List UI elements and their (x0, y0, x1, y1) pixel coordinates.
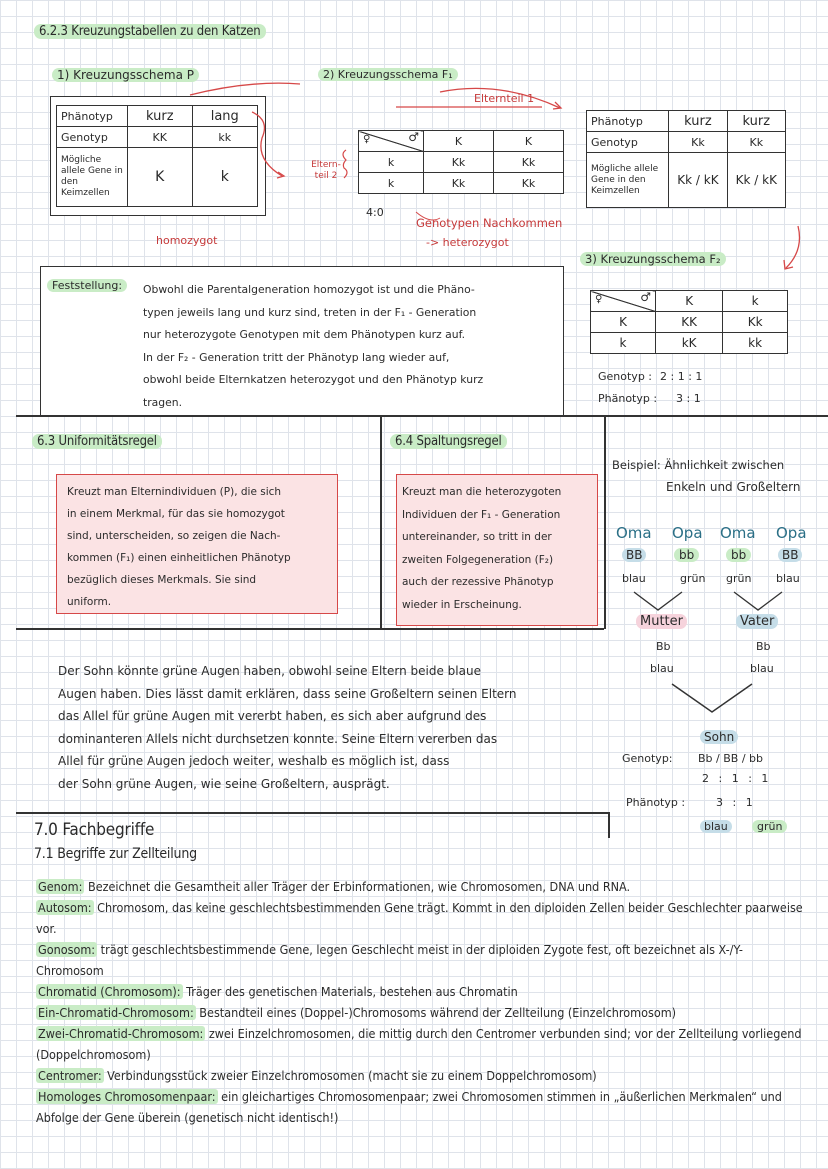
section-title-623: 6.2.3 Kreuzungstabellen zu den Katzen (34, 24, 266, 39)
divider-left-bottom (16, 628, 382, 630)
line-parents-sohn (672, 684, 752, 712)
opa-2-color: blau (776, 572, 800, 585)
schema-right-g1: Kk (669, 132, 727, 153)
feststellung-text (143, 279, 561, 414)
sohn-phaenotyp-label: Phänotyp : (626, 796, 686, 809)
mutter-color: blau (650, 662, 674, 675)
oma-2-gene: bb (726, 548, 751, 562)
schema-f2-genotyp-ratio: 2 : 1 : 1 (660, 370, 703, 383)
feststellung-line: typen jeweils lang und kurz sind, treten in der F₁ - Generation (143, 305, 477, 319)
schema-p-g1: KK (128, 127, 193, 148)
uniformitaet-line: kommen (F₁) einen einheitlichen Phänotyp (67, 552, 291, 564)
schema-f1-ratio: 4:0 (366, 206, 384, 219)
schema-f1-note1: Genotypen Nachkommen (416, 216, 563, 230)
schema-f1-r1c1: Kk (424, 152, 494, 173)
female-icon: ♀ (363, 134, 371, 145)
schema-f2-r1: K (591, 312, 656, 333)
schema-p-g2: kk (192, 127, 257, 148)
uniformitaet-line: uniform. (67, 596, 112, 608)
schema-p-h0: Phänotyp (57, 106, 128, 127)
term-def: Träger des genetischen Materials, bestehen aus Chromatin (182, 984, 518, 999)
feststellung-line: nur heterozygote Genotypen mit dem Phänotypen kurz auf. (143, 328, 466, 341)
term-def: Verbindungsstück zweier Einzelchromosomen (macht sie zu einem Doppelchromosom) (103, 1068, 597, 1083)
mutter-gene: Bb (656, 640, 671, 653)
beispiel-title1: Beispiel: Ähnlichkeit zwischen (612, 458, 785, 472)
sohn-line: das Allel für grüne Augen mit vererbt haben, es sich aber aufgrund des (58, 709, 487, 723)
term-name: Homologes Chromosomenpaar: (38, 1089, 216, 1104)
sohn-line: der Sohn grüne Augen, wie seine Großeltern, ausprägt. (58, 776, 390, 791)
schema-right-a0: Mögliche allele Gene in den Keimzellen (587, 153, 669, 208)
schema-f2-r1c1: KK (656, 312, 723, 333)
uniformitaet-line: Kreuzt man Elternindividuen (P), die sich (67, 486, 282, 498)
divider-section7 (16, 812, 610, 814)
term-item (36, 981, 806, 1002)
opa-1-gene: bb (674, 548, 699, 562)
schema-right-h1: kurz (669, 111, 727, 132)
sohn-line: dominanteren Allels nicht durchsetzen konnte. Seine Eltern vererben das (58, 731, 498, 746)
section-title-70: 7.0 Fachbegriffe (34, 820, 155, 840)
terms-list (36, 876, 806, 1128)
term-def: Bestandteil eines (Doppel-)Chromosoms während der Zellteilung (Einzelchromosom) (195, 1005, 677, 1020)
pedigree-lines-svg (600, 580, 828, 720)
term-def: Bezeichnet die Gesamtheit aller Träger der Erbinformationen, wie Chromosomen, DNA und RNA. (84, 879, 631, 894)
uniformitaet-box (56, 474, 338, 614)
term-item (36, 939, 806, 981)
schema-f1-r1c2: Kk (494, 152, 564, 173)
line-parents-vater (734, 592, 782, 610)
schema-f1-r2c1: Kk (424, 173, 494, 194)
schema-p-note: homozygot (156, 234, 218, 247)
sohn-gruen: grün (752, 820, 787, 833)
mutter-name: Mutter (636, 614, 687, 629)
section-subtitle-71: 7.1 Begriffe zur Zellteilung (34, 846, 197, 862)
divider-section7-tick (608, 812, 610, 838)
oma-1-gene: BB (622, 548, 646, 562)
uniformitaet-line: sind, unterscheiden, so zeigen die Nach- (67, 530, 281, 542)
vater-color: blau (750, 662, 774, 675)
feststellung-box (40, 266, 564, 416)
schema-right-g2: Kk (727, 132, 785, 153)
term-item (36, 1023, 806, 1065)
spaltung-line: wieder in Erscheinung. (402, 598, 522, 611)
schema-f2-r1c2: Kk (723, 312, 788, 333)
feststellung-line: tragen. (143, 395, 183, 409)
term-def: zwei Einzelchromosomen, die mittig durch den Centromer verbunden sind; vor der Zellteilung vorliegend (Doppelchromosom) (36, 1026, 802, 1062)
opa-1-name: Opa (672, 524, 703, 542)
opa-2-name: Opa (776, 524, 807, 542)
divider-top (16, 415, 828, 417)
schema-f2-r2: k (591, 333, 656, 354)
sohn-line: Der Sohn könnte grüne Augen haben, obwohl seine Eltern beide blaue (58, 664, 481, 678)
schema-f2-table (590, 290, 788, 354)
arrow-right-to-f2 (786, 226, 800, 268)
term-name: Centromer: (38, 1068, 102, 1083)
schema-p-a1: K (128, 148, 193, 207)
schema-p-a0: Mögliche allele Gene in den Keimzellen (57, 148, 128, 207)
schema-right-table (586, 110, 786, 208)
schema-f1-table (358, 130, 564, 194)
spaltung-box (396, 474, 598, 626)
schema-f1-note2: -> heterozygot (426, 236, 509, 249)
sohn-genotyp-label: Genotyp: (622, 752, 673, 765)
elternteil1-label: Elternteil 1 (474, 92, 535, 105)
male-icon: ♂ (408, 130, 419, 144)
term-name: Autosom: (38, 900, 92, 915)
spaltung-line: Individuen der F₁ - Generation (402, 508, 561, 521)
beispiel-title2: Enkeln und Großeltern (666, 480, 801, 494)
term-item (36, 897, 806, 939)
schema-f2-phaenotyp-ratio: 3 : 1 (676, 392, 701, 405)
schema-p-h2: lang (192, 106, 257, 127)
term-item (36, 1086, 806, 1128)
schema-f2-r2c1: kK (656, 333, 723, 354)
schema-f1-r2c2: Kk (494, 173, 564, 194)
uniformitaet-line: in einem Merkmal, für das sie homozygot (67, 508, 285, 520)
term-name: Genom: (38, 879, 83, 894)
schema-f2-phaenotyp-label: Phänotyp : (598, 392, 658, 405)
term-name: Gonosom: (38, 942, 96, 957)
feststellung-label: Feststellung: (47, 279, 127, 292)
term-name: Chromatid (Chromosom): (38, 984, 181, 999)
feststellung-line: obwohl beide Elternkatzen heterozygot und den Phänotyp kurz (143, 373, 484, 386)
vater-gene: Bb (756, 640, 771, 653)
schema-f2-genotyp-label: Genotyp : (598, 370, 653, 383)
oma-1-color: blau (622, 572, 646, 585)
schema-f1-title: 2) Kreuzungsschema F₁ (318, 68, 458, 81)
term-def: trägt geschlechtsbestimmende Gene, legen Geschlecht meist in der diploiden Zygote fest, oft bezeichnet als X-/Y-Chromosom (36, 942, 743, 978)
term-name: Ein-Chromatid-Chromosom: (38, 1005, 194, 1020)
schema-f2-corner (591, 291, 656, 312)
sohn-blau: blau (700, 820, 732, 833)
schema-right-h0: Phänotyp (587, 111, 669, 132)
feststellung-line: Obwohl die Parentalgeneration homozygot ist und die Phäno- (143, 283, 475, 296)
schema-f1-r2: k (359, 173, 424, 194)
schema-p-a2: k (192, 148, 257, 207)
sohn-line: Augen haben. Dies lässt damit erklären, dass seine Großeltern seinen Eltern (58, 686, 517, 701)
section-title-63: 6.3 Uniformitätsregel (32, 434, 162, 449)
vater-name: Vater (736, 614, 778, 629)
spaltung-line: untereinander, so tritt in der (402, 531, 552, 543)
section-title-64: 6.4 Spaltungsregel (390, 434, 507, 449)
sohn-genotyp-values: Bb / BB / bb (698, 752, 763, 765)
schema-right-a2: Kk / kK (727, 153, 785, 208)
arrow-p-to-eltern2 (252, 112, 282, 176)
oma-1-name: Oma (616, 524, 652, 542)
arrow-p-to-f1 (190, 83, 300, 95)
schema-f1-top2: K (494, 131, 564, 152)
term-name: Zwei-Chromatid-Chromosom: (38, 1026, 204, 1041)
divider-vertical-mid (380, 415, 382, 629)
schema-p-h1: kurz (128, 106, 193, 127)
schema-f2-top2: k (723, 291, 788, 312)
schema-f1-r1: k (359, 152, 424, 173)
elternteil2-label: Eltern-teil 2 (311, 160, 341, 181)
schema-f2-top1: K (656, 291, 723, 312)
divider-mid-bottom (380, 628, 604, 630)
oma-2-name: Oma (720, 524, 756, 542)
term-item (36, 876, 806, 897)
sohn-paragraph (58, 660, 608, 795)
schema-f1-top1: K (424, 131, 494, 152)
schema-p-title: 1) Kreuzungsschema P (52, 68, 199, 82)
term-def: ein gleichartiges Chromosomenpaar; zwei Chromosomen stimmen in „äußerlichen Merkmalen“ und Abfolge der Gene überein (genetisch nicht identisch!) (36, 1089, 782, 1125)
schema-f1-corner (359, 131, 424, 152)
sohn-line: Allel für grüne Augen jedoch weiter, weshalb es möglich ist, dass (58, 754, 450, 768)
schema-right-g0: Genotyp (587, 132, 669, 153)
sohn-phaenotyp-ratio: 3 : 1 (716, 796, 756, 809)
term-item (36, 1065, 806, 1086)
schema-right-h2: kurz (727, 111, 785, 132)
uniformitaet-line: bezüglich dieses Merkmals. Sie sind (67, 574, 257, 586)
sohn-label: Sohn (700, 730, 738, 744)
line-parents-mutter (634, 592, 682, 610)
sohn-genotyp-ratio: 2 : 1 : 1 (702, 772, 772, 785)
term-item (36, 1002, 806, 1023)
oma-2-color: grün (726, 572, 752, 585)
opa-1-color: grün (680, 572, 706, 585)
term-def: Chromosom, das keine geschlechtsbestimmenden Gene trägt. Kommt in den diploiden Zellen beider Geschlechter paarweise vor. (36, 900, 803, 936)
schema-f2-r2c2: kk (723, 333, 788, 354)
male-icon: ♂ (640, 290, 651, 304)
opa-2-gene: BB (778, 548, 802, 562)
female-icon: ♀ (595, 294, 603, 305)
spaltung-line: auch der rezessive Phänotyp (402, 576, 554, 588)
spaltung-line: zweiten Folgegeneration (F₂) (402, 553, 554, 566)
schema-f2-title: 3) Kreuzungsschema F₂ (580, 252, 726, 266)
spaltung-line: Kreuzt man die heterozygoten (402, 486, 562, 498)
schema-right-a1: Kk / kK (669, 153, 727, 208)
feststellung-line: In der F₂ - Generation tritt der Phänotyp lang wieder auf, (143, 350, 450, 364)
schema-p-g0: Genotyp (57, 127, 128, 148)
